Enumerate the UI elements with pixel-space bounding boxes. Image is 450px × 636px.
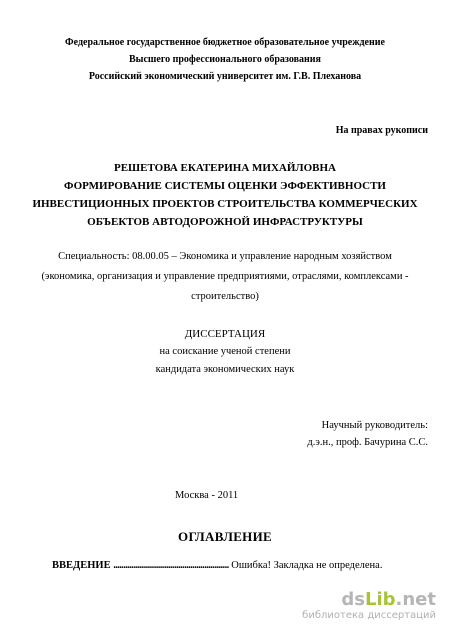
toc-entry-dots: ......................................................... (113, 560, 229, 571)
manuscript-rights-note: На правах рукописи (335, 125, 428, 136)
watermark-subtitle: библиотека диссертаций (302, 610, 436, 621)
city-year: Москва - 2011 (175, 490, 239, 501)
dissertation-label: ДИССЕРТАЦИЯ (184, 328, 266, 340)
watermark-logo-lib: Lib (365, 589, 396, 610)
specialty-line-1: Специальность: 08.00.05 – Экономика и управление народным хозяйством (58, 251, 392, 262)
toc-entry[interactable] (52, 560, 382, 571)
specialty-line-2: (экономика, организация и управление предприятиями, отраслями, комплексами - (41, 271, 409, 282)
specialty-line-3: строительство) (191, 291, 259, 302)
watermark-logo-net: .net (395, 589, 436, 610)
toc-entry-page: Ошибка! Закладка не определена. (231, 560, 383, 571)
supervisor-label: Научный руководитель: (321, 420, 428, 431)
supervisor-name: д.э.н., проф. Бачурина С.С. (307, 437, 428, 448)
degree-line-2: кандидата экономических наук (155, 364, 295, 375)
institution-line-3: Российский экономический университет им. Г.В. Плеханова (88, 71, 362, 82)
institution-line-2: Высшего профессионального образования (129, 54, 321, 65)
toc-entry-label[interactable]: ВВЕДЕНИЕ (52, 560, 111, 571)
watermark[interactable] (302, 590, 436, 622)
institution-line-1: Федеральное государственное бюджетное образовательное учреждение (65, 37, 385, 48)
author-name: РЕШЕТОВА ЕКАТЕРИНА МИХАЙЛОВНА (113, 162, 337, 174)
watermark-logo[interactable] (302, 590, 436, 610)
thesis-title-line-2: ИНВЕСТИЦИОННЫХ ПРОЕКТОВ СТРОИТЕЛЬСТВА КОММЕРЧЕСКИХ (32, 198, 418, 210)
thesis-title-line-1: ФОРМИРОВАНИЕ СИСТЕМЫ ОЦЕНКИ ЭФФЕКТИВНОСТИ (64, 180, 386, 192)
watermark-logo-ds: ds (341, 589, 365, 610)
toc-heading: ОГЛАВЛЕНИЕ (178, 529, 272, 544)
degree-line-1: на соискание ученой степени (159, 346, 291, 357)
thesis-title-line-3: ОБЪЕКТОВ АВТОДОРОЖНОЙ ИНФРАСТРУКТУРЫ (87, 216, 363, 228)
